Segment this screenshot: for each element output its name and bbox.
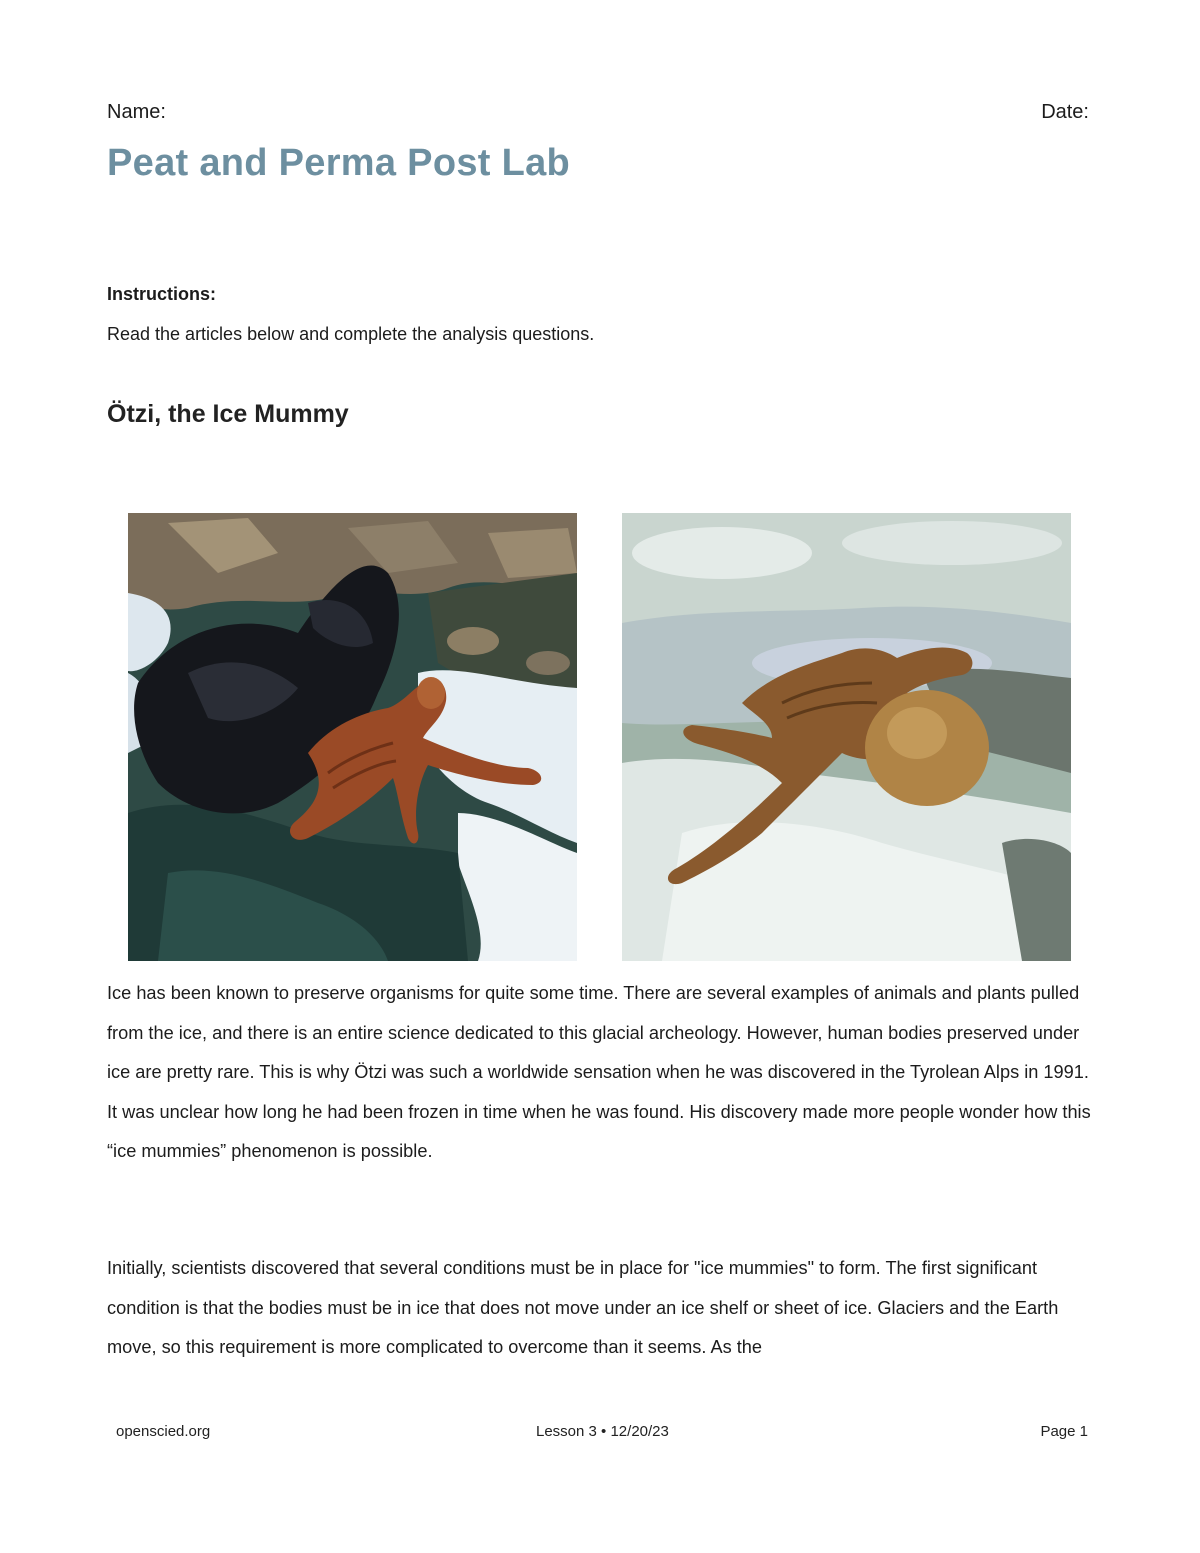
page-title: Peat and Perma Post Lab	[107, 142, 571, 184]
ice-mummy-photo-left	[128, 513, 577, 961]
article-paragraph-2: Initially, scientists discovered that several conditions must be in place for "ice mummies" to form. The first significant condition is that the bodies must be in ice that does not move under an ice shelf or sheet of ice. Glaciers and the Earth move, so this requirement is more complicated to overcome than it seems. As the	[107, 1258, 1059, 1357]
article-paragraph-1: Ice has been known to preserve organisms for quite some time. There are several examples of animals and plants pulled from the ice, and there is an entire science dedicated to this glacial archeology. However, human bodies preserved under ice are pretty rare. This is why Ötzi was such a worldwide sensation when he was discovered in the Tyrolean Alps in 1991. It was unclear how long he had been frozen in time when he was found. His discovery made more people wonder how this “ice mummies” phenomenon is possible.	[107, 983, 1091, 1161]
footer-lesson: Lesson 3 • 12/20/23	[536, 1423, 669, 1440]
footer-page-number: Page 1	[1040, 1423, 1088, 1440]
section-title: Ötzi, the Ice Mummy	[107, 400, 349, 428]
instructions-text: Read the articles below and complete the analysis questions.	[107, 324, 595, 344]
footer-site: openscied.org	[116, 1423, 211, 1440]
ice-mummy-photo-right	[622, 513, 1071, 961]
name-label: Name:	[107, 101, 166, 123]
instructions-heading: Instructions:	[107, 284, 217, 304]
date-label: Date:	[1041, 101, 1089, 123]
